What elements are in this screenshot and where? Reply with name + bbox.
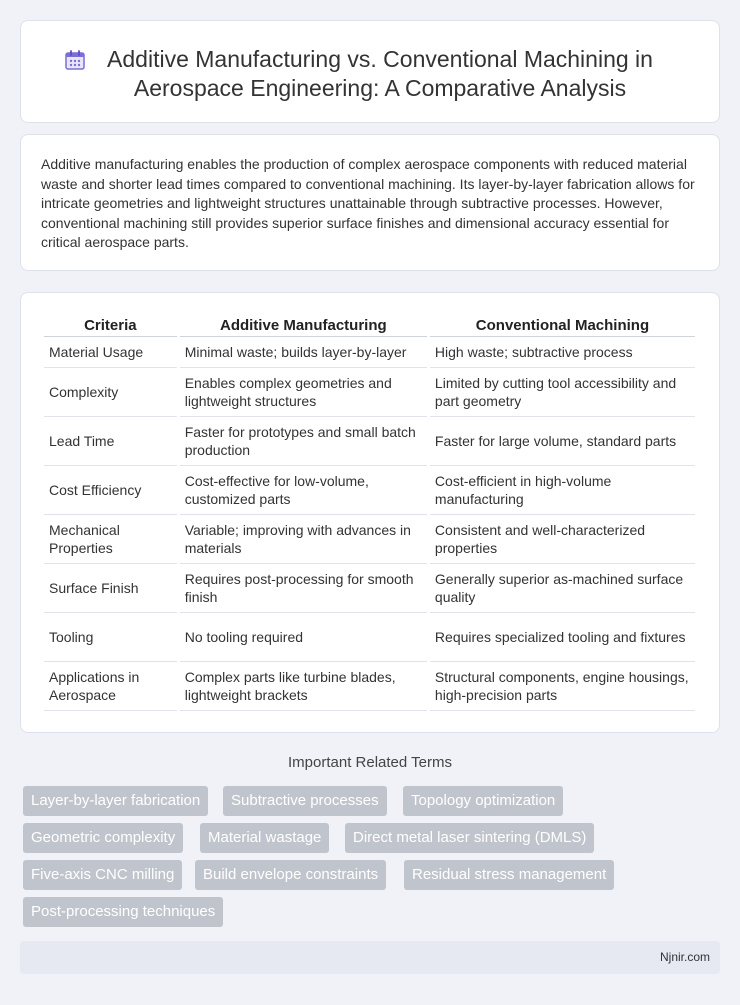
related-term-tag[interactable]: Subtractive processes [223, 786, 387, 816]
conventional-cell: Structural components, engine housings, high-precision parts [430, 662, 695, 711]
criteria-cell: Cost Efficiency [44, 466, 177, 515]
header-conventional: Conventional Machining [430, 315, 695, 337]
related-term-tag[interactable]: Build envelope constraints [195, 860, 386, 890]
related-term-tag[interactable]: Topology optimization [403, 786, 563, 816]
table-row [44, 662, 695, 711]
page-title: Additive Manufacturing vs. Conventional Machining in Aerospace Engineering: A Comparative Analysis [107, 46, 653, 101]
related-term-tag[interactable]: Post-processing techniques [23, 897, 223, 927]
related-term-tag[interactable]: Material wastage [200, 823, 329, 853]
related-term-tag[interactable]: Five-axis CNC milling [23, 860, 182, 890]
header-criteria: Criteria [44, 315, 177, 337]
footer [20, 941, 720, 974]
criteria-cell: Mechanical Properties [44, 515, 177, 564]
title-card [20, 20, 720, 123]
table-row [44, 368, 695, 417]
header-additive: Additive Manufacturing [180, 315, 427, 337]
footer-site-link[interactable]: Njnir.com [659, 950, 710, 964]
additive-cell: Requires post-processing for smooth finish [180, 564, 427, 613]
intro-paragraph: Additive manufacturing enables the production of complex aerospace components with reduced material waste and shorter lead times compared to conventional machining. Its layer-by-layer fabrication allows for intricate geometries and lightweight structures unattainable through subtractive processes. However, conventional machining still provides superior surface finishes and dimensional accuracy essential for critical aerospace parts. [41, 156, 695, 250]
comparison-table [41, 315, 698, 711]
additive-cell: Enables complex geometries and lightweight structures [180, 368, 427, 417]
table-row [44, 515, 695, 564]
conventional-cell: Faster for large volume, standard parts [430, 417, 695, 466]
additive-cell: Complex parts like turbine blades, lightweight brackets [180, 662, 427, 711]
additive-cell: Variable; improving with advances in materials [180, 515, 427, 564]
table-row [44, 417, 695, 466]
comparison-table-card [20, 292, 720, 733]
criteria-cell: Lead Time [44, 417, 177, 466]
criteria-cell: Complexity [44, 368, 177, 417]
criteria-cell: Applications in Aerospace [44, 662, 177, 711]
conventional-cell: Consistent and well-characterized properties [430, 515, 695, 564]
conventional-cell: High waste; subtractive process [430, 337, 695, 368]
criteria-cell: Tooling [44, 613, 177, 662]
criteria-cell: Material Usage [44, 337, 177, 368]
related-terms-heading: Important Related Terms [288, 754, 452, 771]
additive-cell: Cost-effective for low-volume, customized parts [180, 466, 427, 515]
related-term-tag[interactable]: Residual stress management [404, 860, 614, 890]
table-row [44, 466, 695, 515]
table-row [44, 613, 695, 662]
table-row [44, 337, 695, 368]
additive-cell: Faster for prototypes and small batch production [180, 417, 427, 466]
table-row [44, 564, 695, 613]
additive-cell: No tooling required [180, 613, 427, 662]
additive-cell: Minimal waste; builds layer-by-layer [180, 337, 427, 368]
criteria-cell: Surface Finish [44, 564, 177, 613]
related-term-tag[interactable]: Geometric complexity [23, 823, 183, 853]
conventional-cell: Generally superior as-machined surface quality [430, 564, 695, 613]
related-term-tag[interactable]: Direct metal laser sintering (DMLS) [345, 823, 594, 853]
conventional-cell: Cost-efficient in high-volume manufacturing [430, 466, 695, 515]
intro-card [20, 134, 720, 271]
conventional-cell: Limited by cutting tool accessibility and part geometry [430, 368, 695, 417]
related-term-tag[interactable]: Layer-by-layer fabrication [23, 786, 208, 816]
table-header-row [44, 315, 695, 337]
conventional-cell: Requires specialized tooling and fixtures [430, 613, 695, 662]
